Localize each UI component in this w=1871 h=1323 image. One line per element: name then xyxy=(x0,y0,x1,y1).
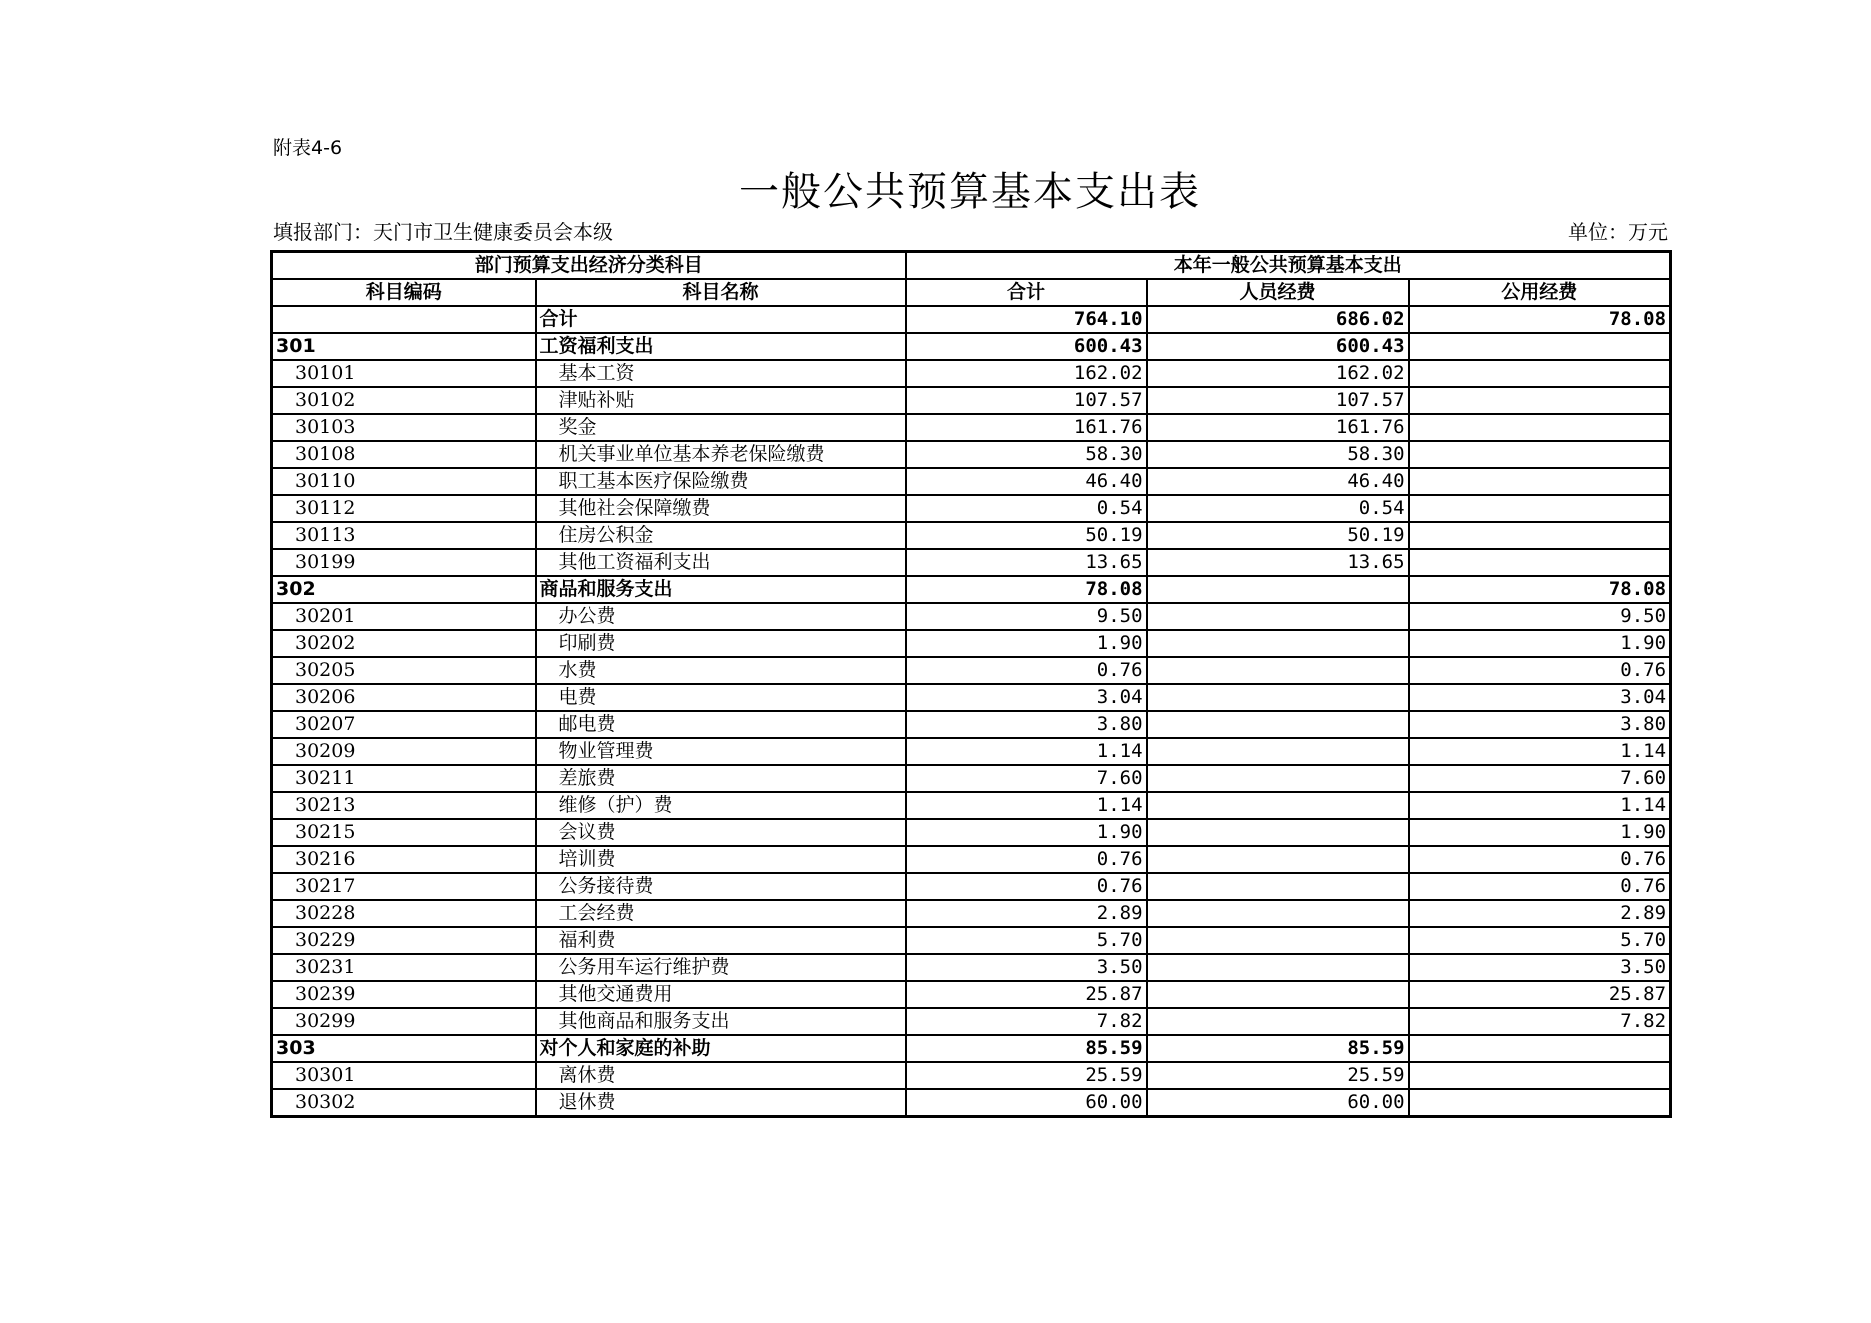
cell-total: 764.10 xyxy=(906,306,1147,333)
cell-code: 30213 xyxy=(272,792,536,819)
cell-public: 3.50 xyxy=(1409,954,1671,981)
cell-personnel xyxy=(1147,927,1409,954)
cell-total: 7.82 xyxy=(906,1008,1147,1035)
cell-name: 其他工资福利支出 xyxy=(536,549,906,576)
cell-public: 3.80 xyxy=(1409,711,1671,738)
cell-name: 商品和服务支出 xyxy=(536,576,906,603)
cell-total: 46.40 xyxy=(906,468,1147,495)
cell-name: 公务接待费 xyxy=(536,873,906,900)
cell-name: 水费 xyxy=(536,657,906,684)
cell-code: 30231 xyxy=(272,954,536,981)
cell-public xyxy=(1409,549,1671,576)
cell-total: 25.59 xyxy=(906,1062,1147,1089)
cell-public xyxy=(1409,414,1671,441)
cell-personnel xyxy=(1147,738,1409,765)
cell-public: 25.87 xyxy=(1409,981,1671,1008)
cell-personnel xyxy=(1147,1008,1409,1035)
cell-total: 13.65 xyxy=(906,549,1147,576)
cell-total: 60.00 xyxy=(906,1089,1147,1117)
table-row xyxy=(272,900,1671,927)
cell-total: 78.08 xyxy=(906,576,1147,603)
cell-name: 奖金 xyxy=(536,414,906,441)
cell-code: 30228 xyxy=(272,900,536,927)
table-body xyxy=(272,306,1671,1117)
column-header-public: 公用经费 xyxy=(1409,279,1671,306)
cell-personnel xyxy=(1147,873,1409,900)
cell-name: 物业管理费 xyxy=(536,738,906,765)
cell-total: 600.43 xyxy=(906,333,1147,360)
page-title: 一般公共预算基本支出表 xyxy=(739,169,1201,215)
cell-code: 30205 xyxy=(272,657,536,684)
cell-code: 30112 xyxy=(272,495,536,522)
cell-public: 0.76 xyxy=(1409,873,1671,900)
table-row xyxy=(272,765,1671,792)
cell-personnel xyxy=(1147,792,1409,819)
cell-total: 7.60 xyxy=(906,765,1147,792)
table-row xyxy=(272,468,1671,495)
cell-name: 电费 xyxy=(536,684,906,711)
cell-name: 住房公积金 xyxy=(536,522,906,549)
table-row xyxy=(272,927,1671,954)
cell-total: 3.50 xyxy=(906,954,1147,981)
cell-personnel xyxy=(1147,846,1409,873)
table-row xyxy=(272,576,1671,603)
cell-personnel: 58.30 xyxy=(1147,441,1409,468)
cell-public: 5.70 xyxy=(1409,927,1671,954)
cell-total: 2.89 xyxy=(906,900,1147,927)
table-row xyxy=(272,684,1671,711)
cell-code: 30301 xyxy=(272,1062,536,1089)
cell-public: 1.90 xyxy=(1409,819,1671,846)
table-row xyxy=(272,1062,1671,1089)
cell-personnel xyxy=(1147,603,1409,630)
cell-code: 30217 xyxy=(272,873,536,900)
table-row xyxy=(272,1008,1671,1035)
cell-name: 其他商品和服务支出 xyxy=(536,1008,906,1035)
cell-name: 工会经费 xyxy=(536,900,906,927)
cell-personnel xyxy=(1147,576,1409,603)
column-header-name: 科目名称 xyxy=(536,279,906,306)
cell-name: 会议费 xyxy=(536,819,906,846)
cell-public xyxy=(1409,468,1671,495)
cell-name: 津贴补贴 xyxy=(536,387,906,414)
cell-public xyxy=(1409,360,1671,387)
cell-code: 30102 xyxy=(272,387,536,414)
cell-name: 对个人和家庭的补助 xyxy=(536,1035,906,1062)
cell-public xyxy=(1409,1089,1671,1117)
cell-public: 1.14 xyxy=(1409,792,1671,819)
cell-total: 0.76 xyxy=(906,657,1147,684)
cell-total: 3.04 xyxy=(906,684,1147,711)
cell-code: 30302 xyxy=(272,1089,536,1117)
cell-personnel: 85.59 xyxy=(1147,1035,1409,1062)
cell-code: 30215 xyxy=(272,819,536,846)
table-row xyxy=(272,1089,1671,1117)
column-header-row xyxy=(272,279,1671,306)
cell-public xyxy=(1409,522,1671,549)
cell-personnel xyxy=(1147,954,1409,981)
cell-code: 303 xyxy=(272,1035,536,1062)
cell-code: 30206 xyxy=(272,684,536,711)
cell-code: 30211 xyxy=(272,765,536,792)
table-row xyxy=(272,792,1671,819)
cell-name: 培训费 xyxy=(536,846,906,873)
cell-personnel: 46.40 xyxy=(1147,468,1409,495)
cell-code: 30113 xyxy=(272,522,536,549)
cell-public: 1.14 xyxy=(1409,738,1671,765)
cell-code: 30202 xyxy=(272,630,536,657)
cell-personnel xyxy=(1147,900,1409,927)
cell-code: 30207 xyxy=(272,711,536,738)
group-header-row xyxy=(272,252,1671,280)
cell-personnel xyxy=(1147,630,1409,657)
cell-personnel xyxy=(1147,684,1409,711)
cell-public: 3.04 xyxy=(1409,684,1671,711)
cell-public: 78.08 xyxy=(1409,576,1671,603)
cell-public: 0.76 xyxy=(1409,657,1671,684)
cell-total: 0.54 xyxy=(906,495,1147,522)
cell-total: 1.14 xyxy=(906,738,1147,765)
column-header-code: 科目编码 xyxy=(272,279,536,306)
cell-public xyxy=(1409,495,1671,522)
cell-public xyxy=(1409,333,1671,360)
cell-total: 162.02 xyxy=(906,360,1147,387)
table-row xyxy=(272,954,1671,981)
reporting-department: 填报部门：天门市卫生健康委员会本级 xyxy=(273,220,613,244)
cell-code: 30199 xyxy=(272,549,536,576)
cell-personnel: 600.43 xyxy=(1147,333,1409,360)
cell-name: 其他交通费用 xyxy=(536,981,906,1008)
table-row xyxy=(272,819,1671,846)
cell-total: 0.76 xyxy=(906,846,1147,873)
table-row xyxy=(272,495,1671,522)
cell-public: 0.76 xyxy=(1409,846,1671,873)
cell-name: 机关事业单位基本养老保险缴费 xyxy=(536,441,906,468)
column-header-total: 合计 xyxy=(906,279,1147,306)
cell-total: 0.76 xyxy=(906,873,1147,900)
cell-personnel: 13.65 xyxy=(1147,549,1409,576)
table-row xyxy=(272,1035,1671,1062)
table-row xyxy=(272,873,1671,900)
cell-personnel: 161.76 xyxy=(1147,414,1409,441)
cell-code: 30110 xyxy=(272,468,536,495)
cell-public xyxy=(1409,1062,1671,1089)
table-row xyxy=(272,441,1671,468)
cell-public: 2.89 xyxy=(1409,900,1671,927)
cell-public: 78.08 xyxy=(1409,306,1671,333)
cell-name: 离休费 xyxy=(536,1062,906,1089)
table-row xyxy=(272,711,1671,738)
cell-personnel xyxy=(1147,819,1409,846)
cell-personnel: 107.57 xyxy=(1147,387,1409,414)
table-row xyxy=(272,360,1671,387)
table-row xyxy=(272,630,1671,657)
cell-total: 3.80 xyxy=(906,711,1147,738)
cell-code: 301 xyxy=(272,333,536,360)
cell-code: 30108 xyxy=(272,441,536,468)
unit-label: 单位：万元 xyxy=(1568,220,1668,244)
table-row xyxy=(272,981,1671,1008)
cell-public xyxy=(1409,441,1671,468)
cell-personnel: 25.59 xyxy=(1147,1062,1409,1089)
cell-name: 基本工资 xyxy=(536,360,906,387)
attachment-label: 附表4-6 xyxy=(273,137,343,159)
cell-total: 58.30 xyxy=(906,441,1147,468)
cell-name: 差旅费 xyxy=(536,765,906,792)
cell-name: 合计 xyxy=(536,306,906,333)
cell-personnel xyxy=(1147,657,1409,684)
cell-total: 9.50 xyxy=(906,603,1147,630)
cell-code: 30209 xyxy=(272,738,536,765)
cell-total: 161.76 xyxy=(906,414,1147,441)
cell-name: 工资福利支出 xyxy=(536,333,906,360)
cell-personnel: 60.00 xyxy=(1147,1089,1409,1117)
table-row xyxy=(272,738,1671,765)
cell-personnel: 0.54 xyxy=(1147,495,1409,522)
cell-total: 50.19 xyxy=(906,522,1147,549)
cell-personnel: 686.02 xyxy=(1147,306,1409,333)
budget-table xyxy=(270,250,1672,1118)
cell-code xyxy=(272,306,536,333)
cell-total: 107.57 xyxy=(906,387,1147,414)
cell-personnel xyxy=(1147,711,1409,738)
cell-total: 85.59 xyxy=(906,1035,1147,1062)
cell-code: 30239 xyxy=(272,981,536,1008)
cell-name: 其他社会保障缴费 xyxy=(536,495,906,522)
table-row xyxy=(272,333,1671,360)
cell-personnel: 162.02 xyxy=(1147,360,1409,387)
cell-code: 30201 xyxy=(272,603,536,630)
cell-total: 25.87 xyxy=(906,981,1147,1008)
cell-name: 印刷费 xyxy=(536,630,906,657)
cell-name: 维修（护）费 xyxy=(536,792,906,819)
table-row xyxy=(272,549,1671,576)
cell-public: 7.82 xyxy=(1409,1008,1671,1035)
cell-public: 7.60 xyxy=(1409,765,1671,792)
table-row xyxy=(272,387,1671,414)
cell-name: 退休费 xyxy=(536,1089,906,1117)
cell-code: 30216 xyxy=(272,846,536,873)
cell-name: 职工基本医疗保险缴费 xyxy=(536,468,906,495)
cell-code: 30101 xyxy=(272,360,536,387)
cell-total: 5.70 xyxy=(906,927,1147,954)
table-row xyxy=(272,306,1671,333)
group-header-classification: 部门预算支出经济分类科目 xyxy=(272,252,906,280)
cell-code: 302 xyxy=(272,576,536,603)
cell-code: 30103 xyxy=(272,414,536,441)
cell-code: 30229 xyxy=(272,927,536,954)
cell-name: 公务用车运行维护费 xyxy=(536,954,906,981)
cell-personnel: 50.19 xyxy=(1147,522,1409,549)
table-row xyxy=(272,414,1671,441)
column-header-personnel: 人员经费 xyxy=(1147,279,1409,306)
cell-personnel xyxy=(1147,981,1409,1008)
cell-total: 1.90 xyxy=(906,630,1147,657)
cell-total: 1.14 xyxy=(906,792,1147,819)
cell-personnel xyxy=(1147,765,1409,792)
table-row xyxy=(272,522,1671,549)
cell-public: 9.50 xyxy=(1409,603,1671,630)
cell-public: 1.90 xyxy=(1409,630,1671,657)
cell-public xyxy=(1409,387,1671,414)
group-header-expenditure: 本年一般公共预算基本支出 xyxy=(906,252,1671,280)
table-row xyxy=(272,603,1671,630)
cell-name: 办公费 xyxy=(536,603,906,630)
table-row xyxy=(272,846,1671,873)
cell-code: 30299 xyxy=(272,1008,536,1035)
table-row xyxy=(272,657,1671,684)
cell-total: 1.90 xyxy=(906,819,1147,846)
cell-name: 邮电费 xyxy=(536,711,906,738)
cell-public xyxy=(1409,1035,1671,1062)
cell-name: 福利费 xyxy=(536,927,906,954)
